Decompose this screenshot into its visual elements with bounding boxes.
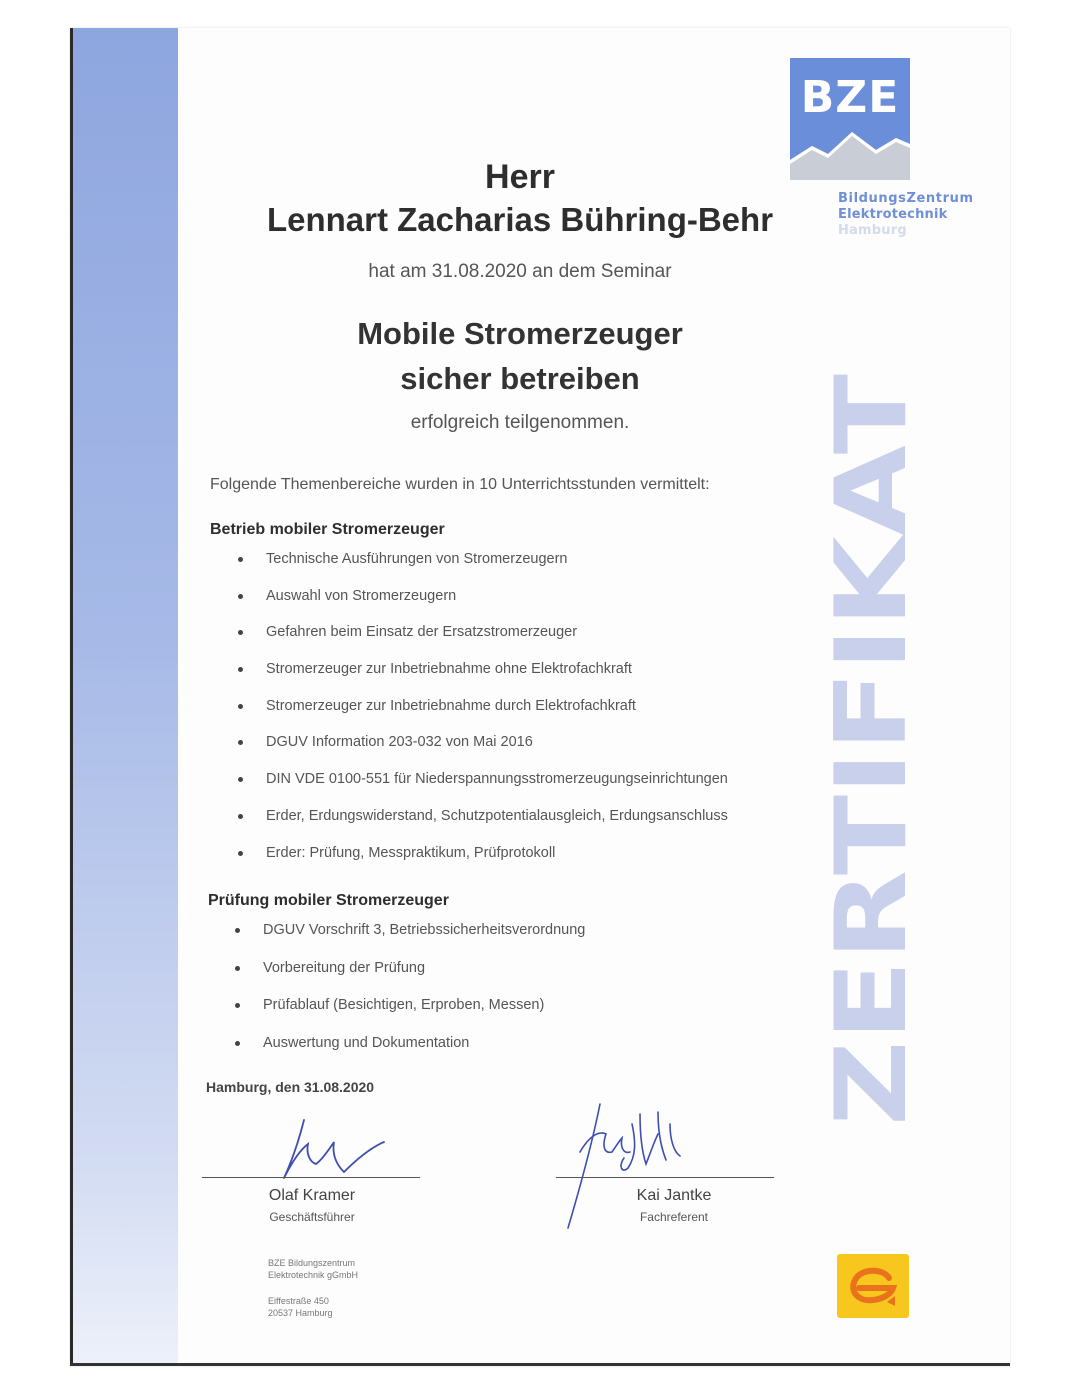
topic-list	[238, 550, 728, 880]
footer-org-line-2: Elektrotechnik gGmbH	[268, 1270, 359, 1280]
signature-line	[556, 1177, 774, 1178]
list-item: Stromerzeuger zur Inbetriebnahme ohne Elektrofachkraft	[238, 660, 728, 697]
list-item: DGUV Vorschrift 3, Betriebssicherheitsverordnung	[235, 921, 585, 959]
signature-line	[202, 1177, 420, 1178]
list-item: Gefahren beim Einsatz der Ersatzstromerzeuger	[238, 623, 728, 660]
course-title	[210, 311, 830, 401]
list-item: Auswahl von Stromerzeugern	[238, 587, 728, 624]
footer-city: 20537 Hamburg	[268, 1308, 333, 1318]
bze-logo-text: BZE	[800, 72, 900, 123]
logo-line-2: Elektrotechnik	[838, 207, 948, 222]
list-item: Prüfablauf (Besichtigen, Erproben, Messen)	[235, 996, 585, 1034]
logo-line-3: Hamburg	[838, 223, 907, 238]
signatory-name: Kai Jantke	[636, 1187, 712, 1204]
recipient-name: Lennart Zacharias Bühring-Behr	[266, 201, 774, 238]
course-title-line-2: sicher betreiben	[400, 361, 640, 396]
attended-text: hat am 31.08.2020 an dem Seminar	[368, 261, 672, 282]
section-heading: Prüfung mobiler Stromerzeuger	[208, 892, 449, 909]
footer-org-line-1: BZE Bildungszentrum	[268, 1258, 356, 1268]
page-edge-bottom	[70, 1363, 1010, 1366]
list-item: Erder, Erdungswiderstand, Schutzpotentialausgleich, Erdungsanschluss	[238, 807, 728, 844]
signatory-name: Olaf Kramer	[268, 1187, 356, 1204]
list-item: Vorbereitung der Prüfung	[235, 959, 585, 997]
logo-line-1: BildungsZentrum	[838, 191, 974, 206]
list-item: Auswertung und Dokumentation	[235, 1034, 585, 1072]
topic-list	[235, 921, 585, 1071]
zertifikat-watermark	[815, 368, 929, 1128]
place-date: Hamburg, den 31.08.2020	[206, 1079, 375, 1095]
watermark-text: ZERTIFIKAT	[815, 499, 929, 1126]
footer-organization	[268, 1257, 358, 1281]
certificate-page	[70, 28, 1010, 1366]
list-item: DGUV Information 203-032 von Mai 2016	[238, 733, 728, 770]
footer-street: Eiffestraße 450	[268, 1296, 329, 1306]
list-item: DIN VDE 0100-551 für Niederspannungsstromerzeugungseinrichtungen	[238, 770, 728, 807]
page-edge	[70, 28, 73, 1366]
course-title-line-1: Mobile Stromerzeuger	[357, 316, 683, 351]
salutation: Herr	[485, 158, 555, 196]
decorative-stripe	[70, 28, 178, 1366]
section-heading: Betrieb mobiler Stromerzeuger	[210, 521, 445, 538]
signature-olaf-kramer	[270, 1114, 390, 1184]
success-text: erfolgreich teilgenommen.	[410, 412, 630, 433]
list-item: Stromerzeuger zur Inbetriebnahme durch Elektrofachkraft	[238, 697, 728, 734]
topics-intro: Folgende Themenbereiche wurden in 10 Unterrichtsstunden vermittelt:	[210, 476, 710, 493]
footer-address	[268, 1295, 333, 1319]
e-marken-logo	[837, 1254, 909, 1318]
signatory-role: Fachreferent	[639, 1210, 709, 1224]
signatory-role: Geschäftsführer	[269, 1210, 355, 1224]
list-item: Technische Ausführungen von Stromerzeugern	[238, 550, 728, 587]
list-item: Erder: Prüfung, Messpraktikum, Prüfprotokoll	[238, 844, 728, 881]
